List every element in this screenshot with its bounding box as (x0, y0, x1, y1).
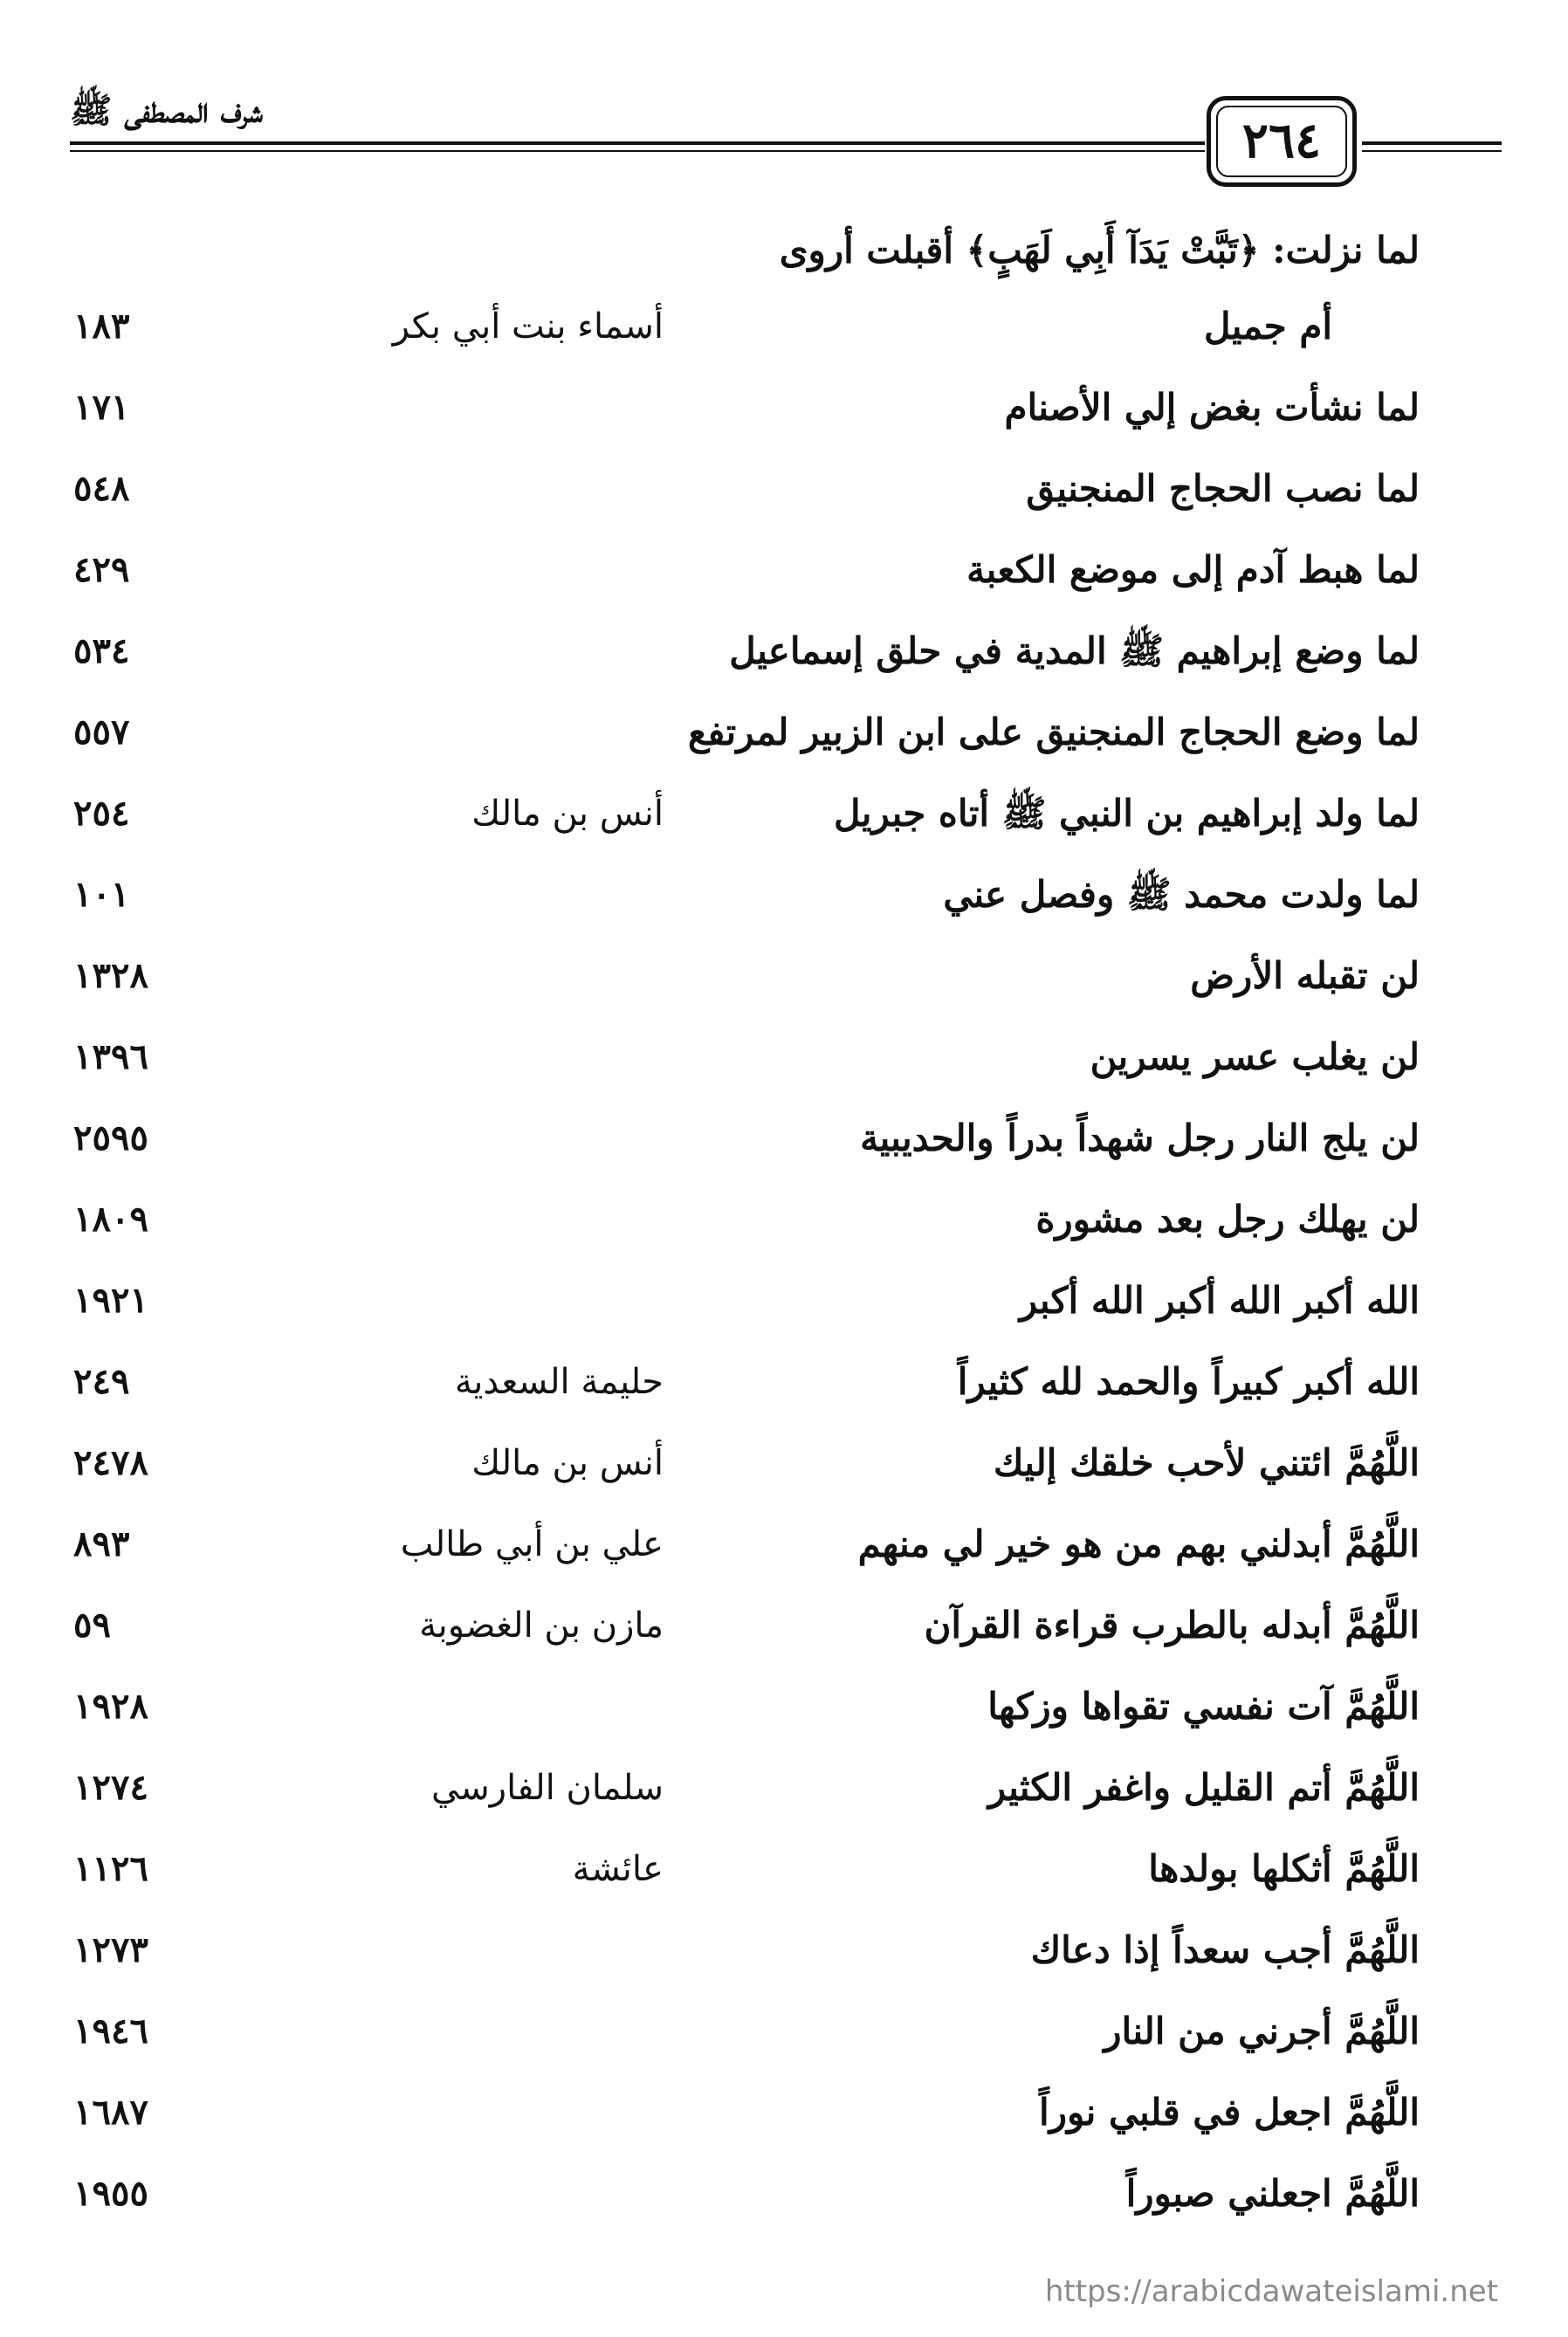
entry-narrator: سلمان الفارسي (430, 1768, 664, 1808)
index-entry (0, 775, 1568, 856)
entry-number: ١٩٤٦ (73, 2011, 148, 2052)
entry-text: اللَّهُمَّ اجعلني صبوراً (1125, 2172, 1420, 2215)
entry-text: اللَّهُمَّ أجرني من النار (1104, 2010, 1420, 2052)
entry-narrator: أنس بن مالك (471, 1443, 664, 1483)
entry-number: ١٩٢٨ (73, 1686, 148, 1727)
entry-text: اللَّهُمَّ آت نفسي تقواها وزكها (987, 1685, 1420, 1728)
index-entry (0, 450, 1568, 532)
index-entry (0, 369, 1568, 450)
entry-text: اللَّهُمَّ أبدله بالطرب قراءة القرآن (924, 1604, 1420, 1646)
index-entry (0, 1100, 1568, 1181)
entry-number: ٢٥٩٥ (73, 1117, 148, 1158)
entry-number: ١٣٩٦ (73, 1036, 148, 1077)
entry-text: أم جميل (1203, 305, 1332, 347)
entry-text: اللَّهُمَّ أبدلني بهم من هو خير لي منهم (857, 1522, 1420, 1565)
entry-number: ١٦٨٧ (73, 2092, 148, 2133)
entry-text: اللَّهُمَّ أتم القليل واغفر الكثير (987, 1766, 1420, 1809)
entry-text: اللَّهُمَّ أثكلها بولدها (1148, 1847, 1420, 1890)
intro-line (780, 223, 1420, 278)
entry-number: ٢٤٧٨ (73, 1442, 148, 1483)
entry-number: ١٨٣ (73, 306, 130, 347)
index-entry (0, 1587, 1568, 1668)
entry-number: ١٩٢١ (73, 1280, 148, 1321)
entry-text: لن تقبله الأرض (1190, 954, 1420, 997)
entry-number: ٢٤٩ (73, 1361, 130, 1402)
book-title: شرف المصطفى ﷺ (70, 90, 263, 131)
header-rule (70, 141, 1205, 145)
index-entry (0, 532, 1568, 613)
watermark-url: https://arabicdawateislami.net (1044, 2274, 1498, 2309)
entry-narrator: علي بن أبي طالب (400, 1524, 664, 1564)
entry-text: لن يغلب عسر يسرين (1090, 1035, 1420, 1078)
entry-text: اللَّهُمَّ اجعل في قلبي نوراً (1039, 2091, 1420, 2134)
index-entry (0, 1506, 1568, 1587)
header-rule-right-thin (1362, 150, 1502, 152)
index-entry (0, 1425, 1568, 1506)
index-entry (0, 288, 1568, 369)
entry-number: ٢٥٤ (73, 793, 130, 834)
entry-narrator: مازن بن الغضوبة (419, 1605, 664, 1646)
index-entry (0, 1749, 1568, 1831)
entry-text: لما ولدت محمد ﷺ وفصل عني (943, 873, 1420, 916)
index-entry (0, 1912, 1568, 1993)
index-entry (0, 1344, 1568, 1425)
index-entry (0, 1019, 1568, 1100)
entry-number: ١٢٧٣ (73, 1929, 148, 1970)
entry-number: ٨٩٣ (73, 1523, 130, 1564)
entry-number: ١٢٧٤ (73, 1767, 148, 1808)
page-number-frame (1207, 96, 1357, 187)
entry-number: ٥٥٧ (73, 711, 130, 753)
entry-text: لن يهلك رجل بعد مشورة (1035, 1198, 1420, 1241)
index-entry (0, 1668, 1568, 1749)
entry-narrator: أسماء بنت أبي بكر (392, 306, 664, 347)
entry-text: لما وضع الحجاج المنجنيق على ابن الزبير لمرتفع (687, 711, 1420, 753)
entry-text: لن يلج النار رجل شهداً بدراً والحديبية (860, 1117, 1420, 1159)
header-rule-right (1362, 141, 1502, 145)
entry-number: ٥٣٤ (73, 630, 130, 671)
index-entry (0, 2074, 1568, 2155)
entry-text: اللَّهُمَّ أجب سعداً إذا دعاك (1030, 1928, 1420, 1971)
entry-number: ١٠١ (73, 874, 130, 915)
index-entry (0, 2155, 1568, 2237)
index-entry (0, 694, 1568, 775)
entry-text: اللَّهُمَّ ائتني لأحب خلقك إليك (993, 1441, 1420, 1484)
index-entry (0, 1262, 1568, 1344)
index-entry (0, 856, 1568, 938)
index-entry (0, 1993, 1568, 2074)
entry-narrator: أنس بن مالك (471, 794, 664, 834)
entry-number: ٤٢٩ (73, 549, 130, 590)
entry-text: الله أكبر كبيراً والحمد لله كثيراً (957, 1360, 1420, 1403)
entry-number: ٥٩ (73, 1605, 111, 1646)
entry-narrator: حليمة السعدية (454, 1362, 664, 1402)
quran-quote: ﴿تَبَّتْ يَدَآ أَبِي لَهَبٍ﴾ (966, 229, 1260, 272)
index-entry (0, 1181, 1568, 1262)
entry-number: ١٨٠٩ (73, 1199, 148, 1240)
entry-text: لما هبط آدم إلى موضع الكعبة (966, 548, 1420, 591)
intro-text-after: أقبلت أروى (779, 229, 966, 272)
entry-number: ١٧١ (73, 387, 130, 428)
index-entry (0, 613, 1568, 694)
entry-text: لما نصب الحجاج المنجنيق (1026, 467, 1420, 510)
index-entries (0, 288, 1568, 2237)
entry-text: لما نشأت بغض إلي الأصنام (1004, 386, 1420, 429)
entry-number: ١٩٥٥ (73, 2173, 148, 2214)
entry-text: لما وضع إبراهيم ﷺ المدية في حلق إسماعيل (729, 629, 1420, 672)
entry-text: الله أكبر الله أكبر الله أكبر (1019, 1279, 1420, 1322)
entry-number: ٥٤٨ (73, 468, 130, 509)
entry-narrator: عائشة (572, 1849, 664, 1889)
entry-number: ١١٢٦ (73, 1848, 148, 1889)
entry-text: لما ولد إبراهيم بن النبي ﷺ أتاه جبريل (833, 792, 1420, 835)
intro-text-before: لما نزلت: (1259, 229, 1420, 272)
page-header (0, 0, 1568, 201)
index-entry (0, 1831, 1568, 1912)
page-number: ٢٦٤ (1241, 112, 1322, 169)
index-entry (0, 938, 1568, 1019)
entry-number: ١٣٢٨ (73, 955, 148, 996)
header-rule-thin (70, 150, 1205, 152)
